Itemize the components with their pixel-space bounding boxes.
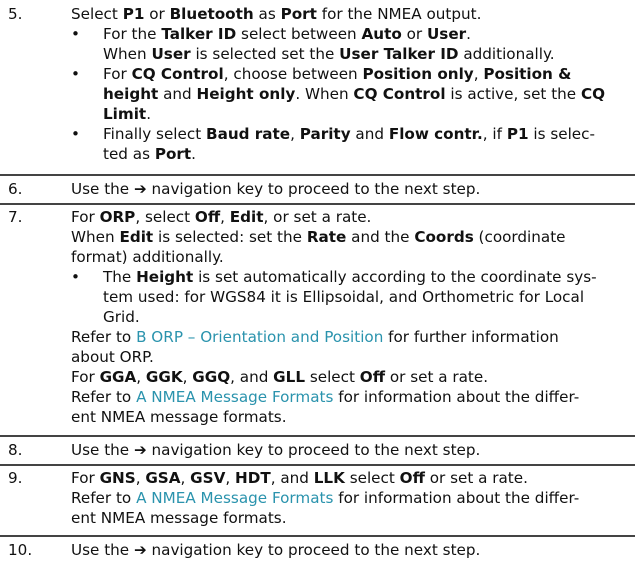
right-arrow-icon: ➔ [133, 441, 147, 459]
step-8 [0, 435, 635, 465]
step-number: 5. [8, 5, 23, 23]
orp-reference-link[interactable]: B ORP – Orientation and Position [136, 328, 384, 346]
step-6 [0, 174, 635, 204]
step-divider [0, 464, 635, 466]
step-9 [0, 464, 635, 536]
step-number: 6. [8, 180, 23, 198]
step-5 [0, 0, 635, 178]
bullet-dot: • [71, 65, 80, 83]
step-content: Select P1 or Bluetooth as Port for the NMEA output. • For the Talker ID select between Auto or User. When User is selected set the User Talker ID additionally. • For CQ Control, choose between Position only, Position & height and Height only. When CQ Control is active, set the CQ Limit. • Finally select Baud rate, Parity and Flow contr., if P1 is selec- ted as Port. [71, 4, 631, 164]
bullet-item: • Finally select Baud rate, Parity and Flow contr., if P1 is selec- ted as Port. [71, 125, 595, 163]
bullet-dot: • [71, 268, 80, 286]
step-divider [0, 535, 635, 537]
step-content: Use the ➔ navigation key to proceed to the next step. [71, 180, 481, 198]
bullet-item: • The Height is set automatically according to the coordinate sys- tem used: for WGS84 it is Ellipsoidal, and Orthometric for Local Grid. [71, 268, 597, 326]
step-number: 9. [8, 469, 23, 487]
step-divider [0, 435, 635, 437]
step-7 [0, 203, 635, 436]
step-content: Use the ➔ navigation key to proceed to the next step. [71, 541, 481, 559]
bullet-item: • For the Talker ID select between Auto or User. When User is selected set the User Talker ID additionally. [71, 25, 555, 63]
step-divider [0, 174, 635, 176]
step-number: 10. [8, 541, 33, 559]
right-arrow-icon: ➔ [133, 541, 147, 559]
bullet-dot: • [71, 125, 80, 143]
step-number: 7. [8, 208, 23, 226]
bullet-dot: • [71, 25, 80, 43]
step-10 [0, 535, 635, 564]
nmea-formats-link[interactable]: A NMEA Message Formats [136, 489, 334, 507]
step-divider [0, 203, 635, 205]
step-content: For ORP, select Off, Edit, or set a rate. When Edit is selected: set the Rate and the Coords (coordinate format) additionally. • The Height is set automatically according to the coordinate sys- tem used: for WGS84 it is Ellipsoidal, and Orthometric for Local Grid. Refer to B ORP – Orientation and Position for further information about ORP. For GGA, GGK, GGQ, and GLL select Off or set a rate. Refer to A NMEA Message Formats for information about the differ- ent NMEA message formats. [71, 207, 631, 427]
nmea-formats-link[interactable]: A NMEA Message Formats [136, 388, 334, 406]
step-content: For GNS, GSA, GSV, HDT, and LLK select Off or set a rate. Refer to A NMEA Message Formats for information about the differ- ent NMEA message formats. [71, 469, 580, 527]
step-number: 8. [8, 441, 23, 459]
step-content: Use the ➔ navigation key to proceed to the next step. [71, 441, 481, 459]
bullet-item: • For CQ Control, choose between Position only, Position & height and Height only. When CQ Control is active, set the CQ Limit. [71, 65, 606, 123]
right-arrow-icon: ➔ [133, 180, 147, 198]
